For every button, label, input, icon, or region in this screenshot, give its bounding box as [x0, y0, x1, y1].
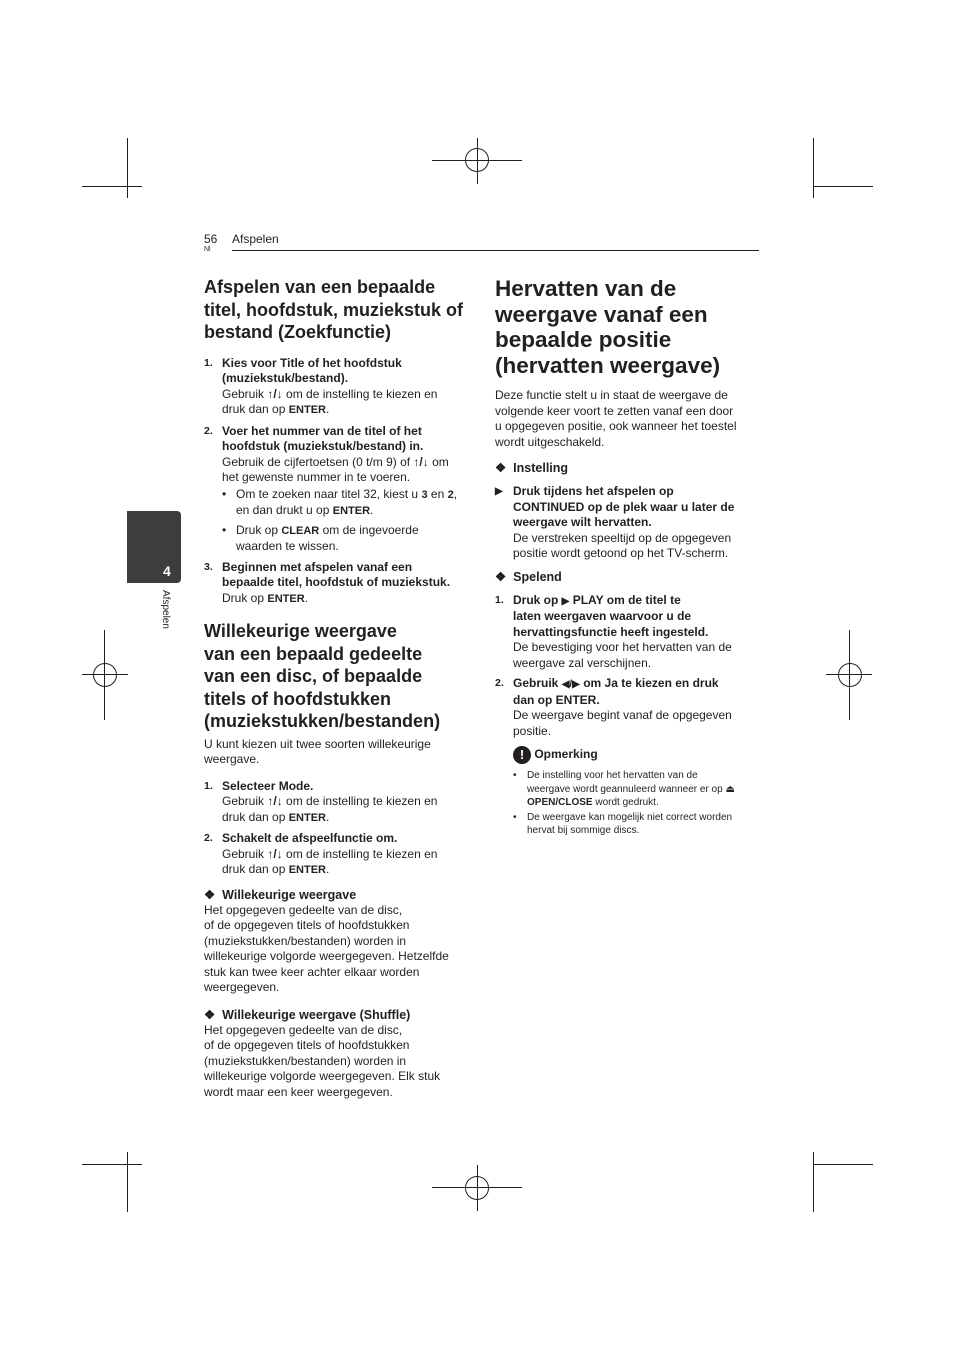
up-down-arrow-icon: ↑/↓	[267, 794, 283, 808]
diamond-icon: ❖	[204, 887, 216, 902]
up-down-arrow-icon: ↑/↓	[413, 454, 429, 469]
enter-key: ENTER	[267, 592, 305, 605]
intro-text: Deze functie stelt u in staat de weergave de volgende keer voort te zetten vanaf een door u opgegeven positie, ook wanneer het toestel wordt uitgeschakeld.	[495, 388, 737, 449]
warning-icon: !	[513, 746, 531, 764]
chapter-number: 4	[163, 563, 171, 579]
subsection: ❖ Willekeurige weergave Het opgegeven gedeelte van de disc, of de opgegeven titels of hoofdstukken (muziekstukken/bestanden) worden in willekeurige volgorde weergegeven. Hetzelfde stuk kan twee keer achter elkaar worden weergegeven.	[204, 887, 449, 994]
subsection-spelend: ❖ Spelend 1. Druk op ▶ PLAY om de titel te laten weergaven waarvoor u de hervattingsfunctie heeft ingesteld. De bevestiging voor het hervatten van de weergave zal verschijnen. 2. Gebruik ◀/▶ om Ja te kiezen en druk dan op ENTER. De weergave begint vanaf de opgegeven positie.	[495, 569, 760, 740]
step: 1. Druk op ▶ PLAY om de titel te laten weergaven waarvoor u de hervattingsfunctie heeft ingesteld. De bevestiging voor het hervatten van de weergave zal verschijnen.	[495, 592, 732, 670]
eject-icon: ⏏	[725, 783, 735, 795]
clear-key: CLEAR	[281, 524, 320, 537]
page-number: 56	[204, 232, 218, 246]
header-rule	[232, 250, 759, 251]
enter-key: ENTER	[288, 864, 326, 876]
list-item: • Om te zoeken naar titel 32, kiest u 3 en 2, en dan drukt u op ENTER.	[222, 486, 458, 517]
section-zoekfunctie	[204, 276, 476, 607]
step: ▶ Druk tijdens het afspelen op CONTINUED op de plek waar u later de weergave wilt hervatten. De verstreken speeltijd op de opgegeven positie wordt getoond op het TV-scherm.	[495, 484, 735, 560]
section-willekeurige-weergave	[204, 620, 476, 1100]
step: 1. Kies voor Title of het hoofdstuk (muziekstuk/bestand). Gebruik ↑/↓ om de instelling te kiezen en druk dan op ENTER.	[204, 355, 438, 416]
language-code: Nl	[204, 246, 211, 253]
diamond-icon: ❖	[495, 569, 507, 584]
right-column	[495, 276, 760, 838]
section-heading: Afspelen van een bepaalde titel, hoofdstuk, muziekstuk of bestand (Zoekfunctie)	[204, 277, 464, 342]
section-title: Afspelen	[232, 232, 279, 246]
subsection: ❖ Willekeurige weergave (Shuffle) Het opgegeven gedeelte van de disc, of de opgegeven titels of hoofdstukken (muziekstukken/bestanden) worden in willekeurige volgorde weergegeven. Elk stuk wordt maar een keer weergegeven.	[204, 1007, 441, 1099]
section-heading: Willekeurige weergave van een bepaald gedeelte van een disc, of bepaalde titels of hoofdstukken (muziekstukken/bestanden)	[204, 621, 441, 731]
enter-key: ENTER	[288, 404, 326, 416]
step: 2. Schakelt de afspeelfunctie om. Gebruik ↑/↓ om de instelling te kiezen en druk dan op ENTER.	[204, 831, 438, 876]
arrow-right-icon: ▶	[495, 486, 503, 497]
play-icon: ▶	[561, 595, 570, 607]
step: 3. Beginnen met afspelen vanaf een bepaalde titel, hoofdstuk of muziekstuk. Druk op ENTER.	[204, 559, 451, 605]
step: 2. Gebruik ◀/▶ om Ja te kiezen en druk dan op ENTER. De weergave begint vanaf de opgegeven positie.	[495, 676, 732, 738]
diamond-icon: ❖	[495, 461, 507, 475]
subsection-instelling: ❖ Instelling ▶ Druk tijdens het afspelen op CONTINUED op de plek waar u later de weergave wilt hervatten. De verstreken speeltijd op de opgegeven positie wordt getoond op het TV-scherm.	[495, 460, 760, 562]
note-item: • De weergave kan mogelijk niet correct worden hervat bij sommige discs.	[513, 811, 733, 836]
enter-key: ENTER	[288, 811, 326, 824]
chapter-tab	[127, 511, 181, 583]
list-item: • Druk op CLEAR om de ingevoerde waarden te wissen.	[222, 522, 419, 553]
left-column	[204, 276, 476, 1100]
enter-key: ENTER	[332, 505, 371, 517]
open-close-key: OPEN/CLOSE	[527, 797, 593, 808]
up-down-arrow-icon: ↑/↓	[267, 386, 283, 401]
diamond-icon: ❖	[204, 1007, 216, 1022]
left-right-arrow-icon: ◀/▶	[561, 679, 580, 690]
chapter-label: Afspelen	[160, 590, 171, 629]
note-item: • De instelling voor het hervatten van de weergave wordt geannuleerd wanneer er op ⏏ OPEN/CLOSE wordt gedrukt.	[513, 770, 735, 808]
step: 2. Voer het nummer van de titel of het hoofdstuk (muziekstuk/bestand) in. Gebruik de cijfertoetsen (0 t/m 9) of ↑/↓ om het gewenste nummer in te voeren. • Om te zoeken naar titel 32, kiest u 3 en 2, en dan drukt u op ENTER. • Druk op CLEAR om de ingevoerde waarden te wissen.	[204, 424, 476, 555]
intro-text: U kunt kiezen uit twee soorten willekeurige weergave.	[204, 736, 431, 766]
note-box: ! Opmerking • De instelling voor het hervatten van de weergave wordt geannuleerd wanneer er op ⏏ OPEN/CLOSE wordt gedrukt. • De weergave kan mogelijk niet correct worden hervat bij sommige discs.	[495, 746, 760, 838]
step: 1. Selecteer Mode. Gebruik ↑/↓ om de instelling te kiezen en druk dan op ENTER.	[204, 778, 438, 824]
up-down-arrow-icon: ↑/↓	[267, 846, 283, 861]
section-heading: Hervatten van de weergave vanaf een bepaalde positie (hervatten weergave)	[495, 276, 721, 378]
